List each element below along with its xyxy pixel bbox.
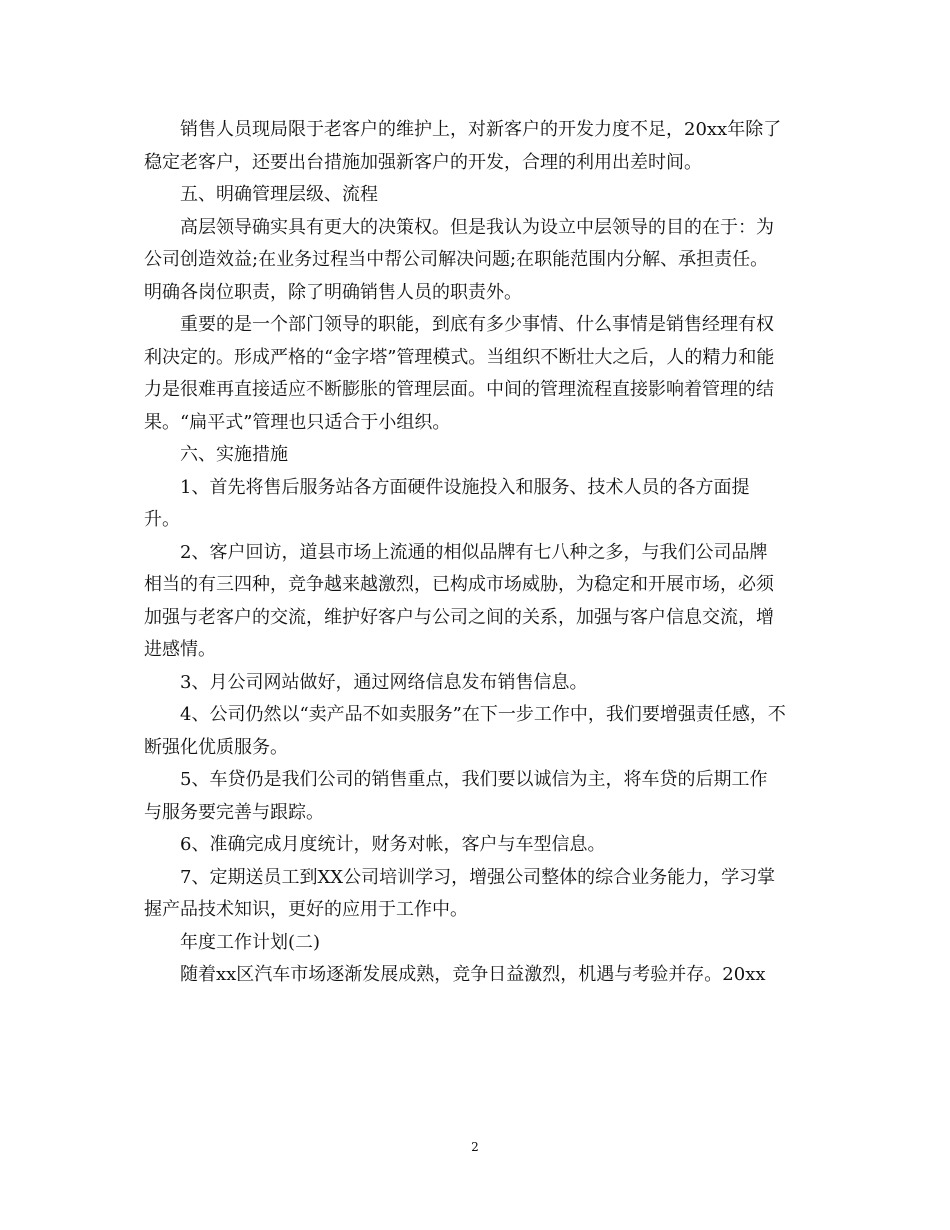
paragraph-market-intro [144,959,808,992]
text-line: 进感情。 [144,639,216,660]
text-line: 销售人员现局限于老客户的维护上，对新客户的开发力度不足，20xx年除了 [180,119,782,140]
text-line: 利决定的。形成严格的“金字塔”管理模式。当组织不断壮大之后，人的精力和能 [144,346,775,368]
text-line: 随着xx区汽车市场逐渐发展成熟，竞争日益激烈，机遇与考验并存。20xx [180,964,766,985]
text-line: 与服务要完善与跟踪。 [144,801,324,823]
text-line: 六、实施措施 [180,444,288,465]
text-line: 升。 [144,509,180,530]
list-item-5 [144,764,808,829]
text-line: 公司创造效益;在业务过程当中帮公司解决问题;在职能范围内分解、承担责任。 [144,249,769,270]
list-item-6 [144,829,808,862]
text-line: 4、公司仍然以“卖产品不如卖服务”在下一步工作中，我们要增强责任感，不 [180,704,786,725]
list-item-7 [144,862,808,927]
paragraph-department-leader [144,309,808,439]
text-line: 果。“扁平式”管理也只适合于小组织。 [144,411,451,433]
text-line: 明确各岗位职责，除了明确销售人员的职责外。 [144,281,522,303]
section-heading-five [144,179,808,212]
document-body [144,114,808,992]
text-line: 握产品技术知识，更好的应用于工作中。 [144,899,468,920]
text-line: 加强与老客户的交流，维护好客户与公司之间的关系，加强与客户信息交流，增 [144,606,774,628]
section-heading-six [144,439,808,472]
text-line: 6、准确完成月度统计，财务对帐，客户与车型信息。 [180,834,606,855]
paragraph-decision-power [144,212,808,310]
list-item-4 [144,699,808,764]
list-item-3 [144,667,808,700]
text-line: 2、客户回访，道县市场上流通的相似品牌有七八种之多，与我们公司品牌 [180,541,768,563]
text-line: 3、月公司网站做好，通过网络信息发布销售信息。 [180,671,588,693]
text-line: 五、明确管理层级、流程 [180,184,378,205]
list-item-1 [144,472,808,537]
text-line: 重要的是一个部门领导的职能，到底有多少事情、什么事情是销售经理有权 [180,314,774,335]
text-line: 稳定老客户，还要出台措施加强新客户的开发，合理的利用出差时间。 [144,151,702,173]
section-heading-plan-two [144,927,808,960]
text-line: 断强化优质服务。 [144,736,288,758]
page-number: 2 [471,1140,479,1154]
list-item-2 [144,537,808,667]
text-line: 相当的有三四种，竞争越来越激烈，已构成市场威胁，为稳定和开展市场，必须 [144,574,774,595]
paragraph-new-customers [144,114,808,179]
text-line: 1、首先将售后服务站各方面硬件设施投入和服务、技术人员的各方面提 [180,476,750,498]
text-line: 5、车贷仍是我们公司的销售重点，我们要以诚信为主，将车贷的后期工作 [180,769,768,790]
text-line: 年度工作计划(二) [180,931,321,953]
text-line: 7、定期送员工到XX公司培训学习，增强公司整体的综合业务能力，学习掌 [180,866,776,888]
text-line: 高层领导确实具有更大的决策权。但是我认为设立中层领导的目的在于：为 [180,216,774,238]
text-line: 力是很难再直接适应不断膨胀的管理层面。中间的管理流程直接影响着管理的结 [144,379,774,400]
